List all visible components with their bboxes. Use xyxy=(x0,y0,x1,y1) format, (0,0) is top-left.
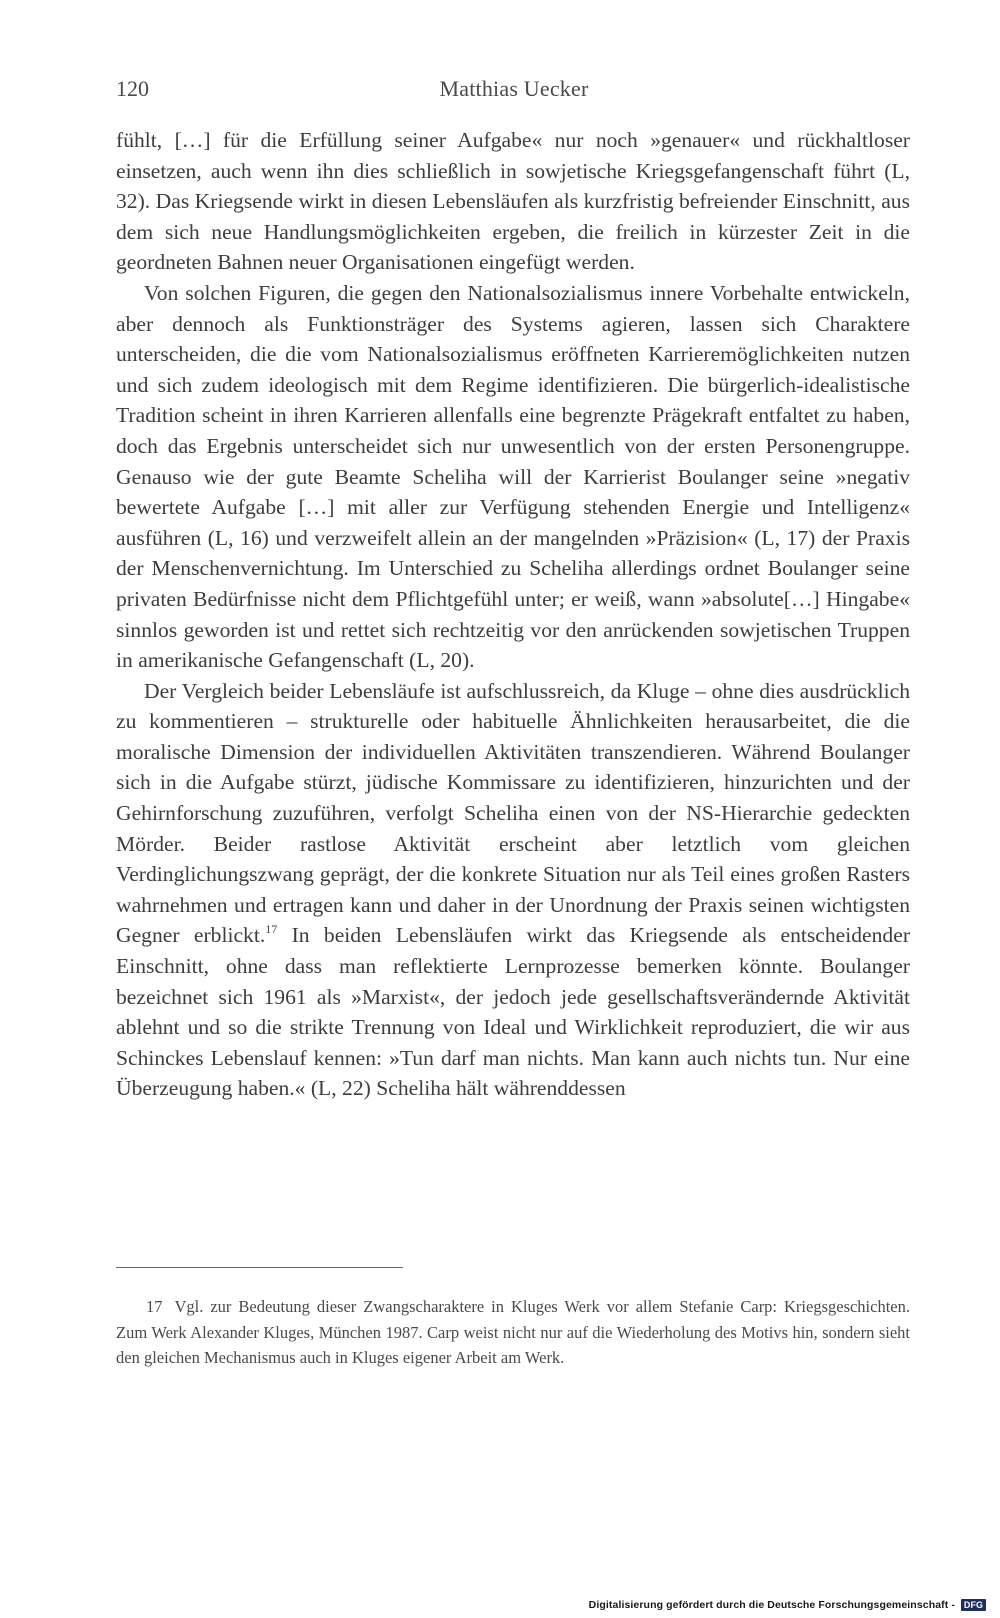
footnotes xyxy=(116,1294,910,1371)
paragraph-1: fühlt, […] für die Erfüllung seiner Aufgabe« nur noch »genauer« und rückhaltloser einsetzen, auch wenn ihn dies schließlich in sowjetische Kriegsgefangenschaft führt (L, 32). Das Kriegsende wirkt in diesen Lebensläufen als kurzfristig befreiender Einschnitt, aus dem sich neue Handlungsmöglichkeiten ergeben, die freilich in kürzester Zeit in die geordneten Bahnen neuer Organisationen eingefügt werden. xyxy=(116,128,910,275)
paragraph-3-continuation: In beiden Lebensläufen wirkt das Kriegsende als entscheidender Einschnitt, ohne dass man reflektierte Lernprozesse bemerken könnte. Boulanger bezeichnet sich 1961 als »Marxist«, der jedoch jede gesellschaftsverändernde Aktivität ablehnt und so die strikte Trennung von Ideal und Wirklichkeit reproduziert, die wir aus Schinckes Lebenslauf kennen: »Tun darf man nichts. Man kann auch nichts tun. Nur eine Überzeugung haben.« (L, 22) Scheliha hält währenddessen xyxy=(116,923,911,1101)
footnote-number: 17 xyxy=(146,1297,163,1316)
footnote-divider xyxy=(116,1267,403,1268)
digitization-credit xyxy=(589,1599,986,1611)
body-text xyxy=(116,125,910,1104)
page-number: 120 xyxy=(116,76,149,101)
paragraph-2: Von solchen Figuren, die gegen den Nationalsozialismus innere Vorbehalte entwickeln, aber dennoch als Funktionsträger des Systems agieren, lassen sich Charaktere unterscheiden, die die vom Nationalsozialismus eröffneten Karrieremöglichkeiten nutzen und sich zudem ideologisch mit dem Regime identifizieren. Die bürgerlich-idealistische Tradition scheint in ihren Karrieren allenfalls eine begrenzte Prägekraft entfaltet zu haben, doch das Ergebnis unterscheidet sich nur unwesentlich von der ersten Personengruppe. Genauso wie der gute Beamte Scheliha will der Karrierist Boulanger seine »negativ bewertete Aufgabe […] mit aller zur Verfügung stehenden Energie und Intelligenz« ausführen (L, 16) und verzweifelt allein an der mangelnden »Präzision« (L, 17) der Praxis der Menschenvernichtung. Im Unterschied zu Scheliha allerdings ordnet Boulanger seine privaten Bedürfnisse nicht dem Pflichtgefühl unter; er weiß, wann »absolute[…] Hingabe« sinnlos geworden ist und rettet sich rechtzeitig vor den anrückenden sowjetischen Truppen in amerikanische Gefangenschaft (L, 20). xyxy=(116,280,910,673)
footnote-text: Vgl. zur Bedeutung dieser Zwangscharaktere in Kluges Werk vor allem Stefanie Carp: Kriegsgeschichten. Zum Werk Alexander Kluges, München 1987. Carp weist nicht nur auf die Wiederholung des Motivs hin, sondern sieht den gleichen Mechanismus auch in Kluges eigener Arbeit am Werk. xyxy=(116,1297,910,1367)
footnote xyxy=(116,1294,910,1371)
digitization-credit-text: Digitalisierung gefördert durch die Deutsche Forschungsgemeinschaft - xyxy=(588,1599,955,1611)
running-head-author: Matthias Uecker xyxy=(439,76,589,101)
footnote-reference[interactable]: 17 xyxy=(265,922,278,937)
dfg-logo: DFG xyxy=(961,1599,986,1611)
paragraph-3 xyxy=(116,676,910,1104)
paragraph-3-text: Der Vergleich beider Lebensläufe ist aufschlussreich, da Kluge – ohne dies ausdrücklich zu kommentieren – strukturelle oder habituelle Ähnlichkeiten herausarbeitet, die die moralische Dimension der individuellen Aktivitäten transzendieren. Während Boulanger sich in die Aufgabe stürzt, jüdische Kommissare zu identifizieren, hinzurichten und der Gehirnforschung zuzuführen, verfolgt Scheliha einen von der NS-Hierarchie gedeckten Mörder. Beider rastlose Aktivität erscheint aber letztlich vom gleichen Verdinglichungszwang geprägt, der die konkrete Situation nur als Teil eines großen Rasters wahrnehmen und ertragen kann und daher in der Unordnung der Praxis seinen wichtigsten Gegner erblickt. xyxy=(116,678,910,948)
running-head xyxy=(116,76,912,106)
